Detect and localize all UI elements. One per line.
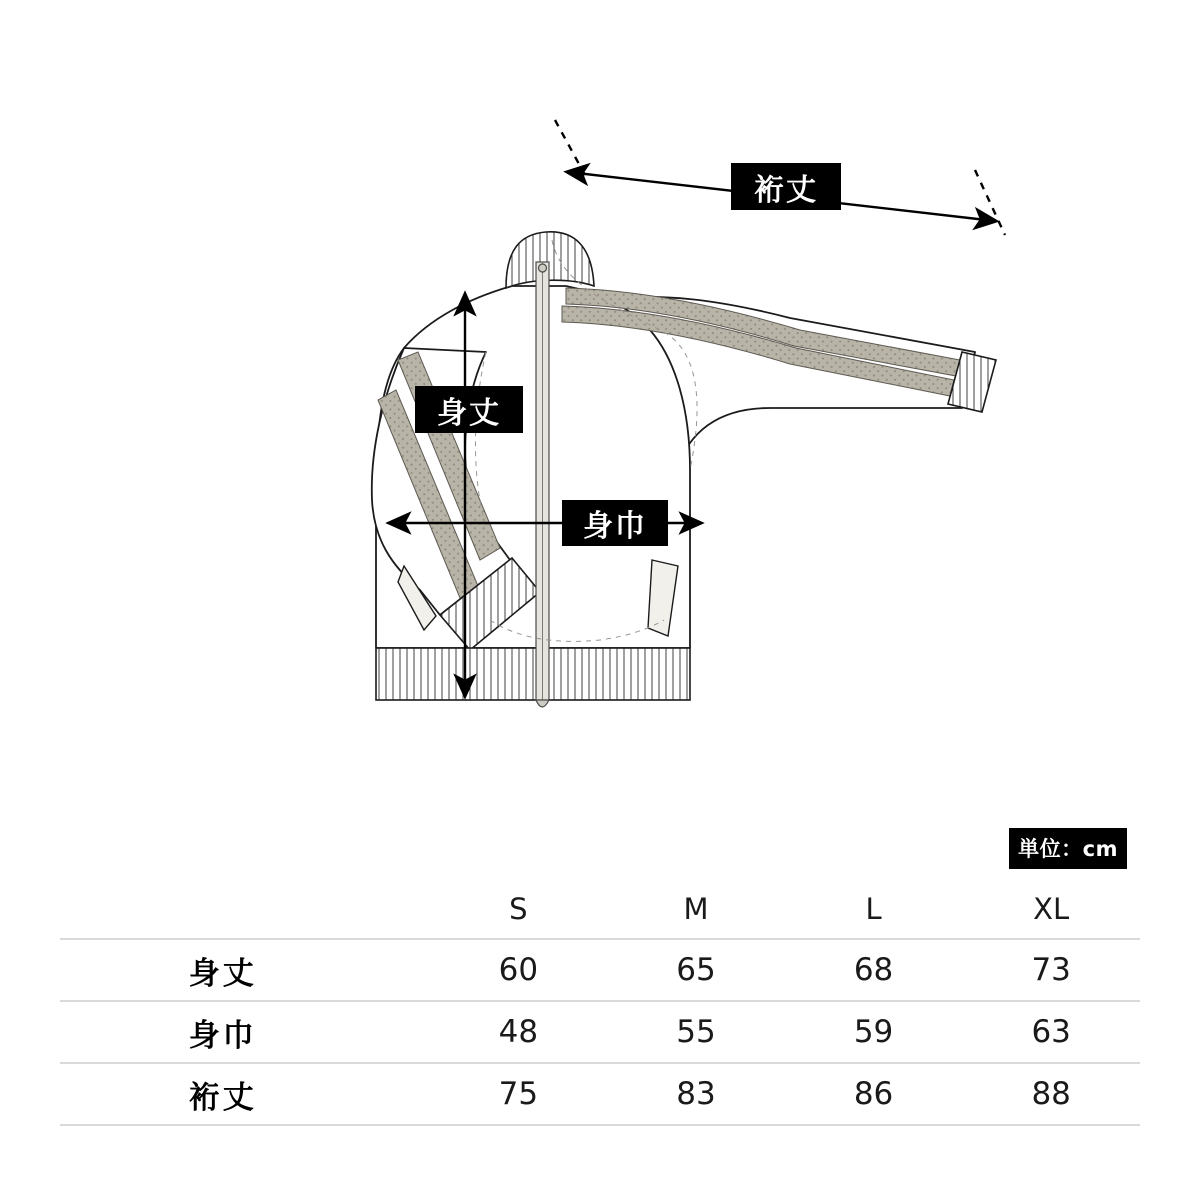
cell-body-length-s: 60 <box>498 952 539 988</box>
cell-body-width-l: 59 <box>853 1014 894 1050</box>
cell-sleeve-s: 75 <box>498 1076 539 1112</box>
column-header-xl: XL <box>962 880 1140 939</box>
table-row <box>60 1001 1140 1063</box>
table-corner-cell <box>60 880 430 939</box>
size-chart-body <box>60 939 1140 1125</box>
cell-sleeve-m: 83 <box>676 1076 716 1112</box>
collar <box>506 232 594 288</box>
dimension-label-body-length: 身丈 <box>415 386 523 433</box>
unit-badge: 単位：cm <box>1009 828 1127 869</box>
cell-body-width-m: 55 <box>676 1014 716 1050</box>
cell-body-width-xl: 63 <box>1031 1014 1071 1050</box>
cell-body-width-s: 48 <box>498 1014 539 1050</box>
table-row <box>60 939 1140 1001</box>
cell-body-length-xl: 73 <box>1031 952 1071 988</box>
column-header-s: S <box>430 880 608 939</box>
table-row <box>60 1063 1140 1125</box>
size-chart-head <box>60 880 1140 939</box>
table-header-row <box>60 880 1140 939</box>
dimension-label-body-width: 身巾 <box>562 500 668 546</box>
row-label-sleeve: 裄丈 <box>188 1079 257 1116</box>
dimension-label-sleeve: 裄丈 <box>731 163 841 210</box>
column-header-l: L <box>785 880 963 939</box>
size-chart-table <box>60 880 1140 1126</box>
row-label-body-width: 身巾 <box>188 1017 257 1054</box>
cell-sleeve-l: 86 <box>853 1076 894 1112</box>
cell-sleeve-xl: 88 <box>1031 1076 1071 1112</box>
cell-body-length-l: 68 <box>853 952 894 988</box>
column-header-m: M <box>607 880 785 939</box>
cell-body-length-m: 65 <box>676 952 716 988</box>
hem-rib <box>376 648 690 700</box>
row-label-body-length: 身丈 <box>188 955 257 992</box>
